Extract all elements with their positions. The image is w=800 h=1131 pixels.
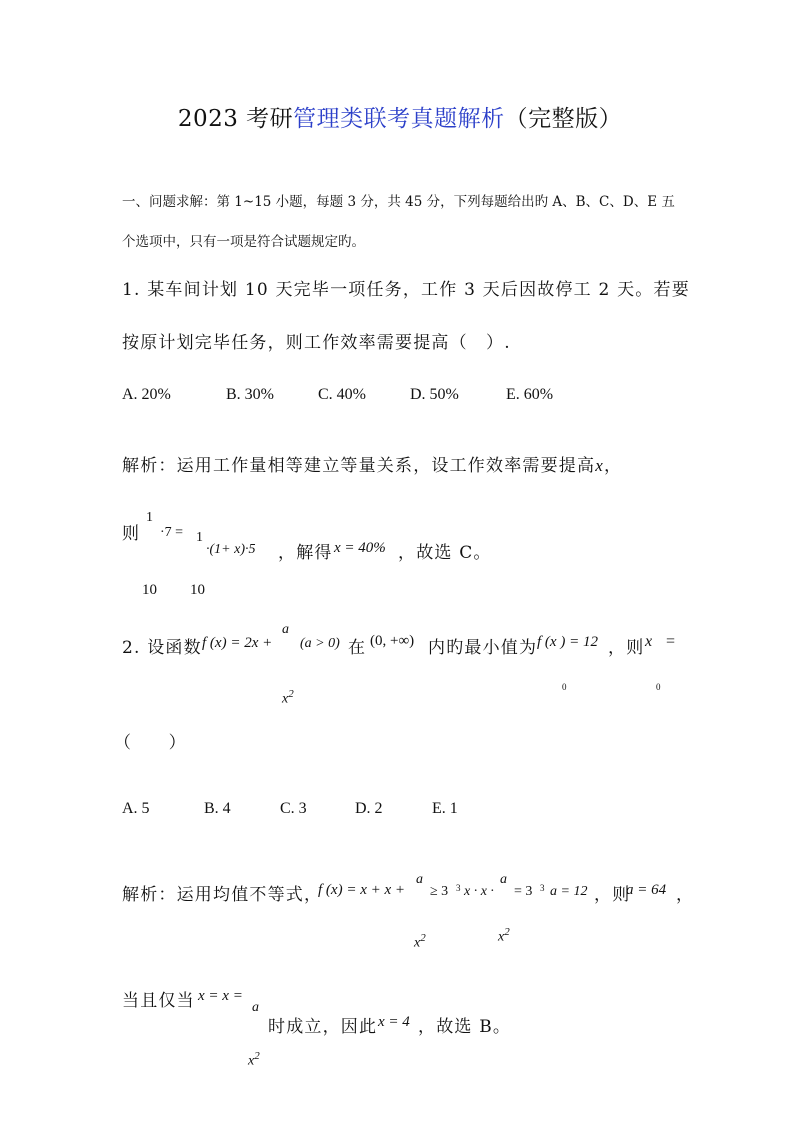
page-title (0, 100, 800, 133)
q1-denom2: 10 (190, 582, 205, 598)
q2-cond-num: a (252, 1000, 259, 1015)
q2-interval: (0, +∞) (370, 633, 415, 649)
title-prefix: 2023 考研 (177, 106, 294, 132)
q2-line1-d: ，则 (608, 638, 645, 658)
q2-ineq-num1: a (416, 872, 423, 887)
q2-cond-eq: x = x = (198, 988, 243, 1004)
q1-eq-part1: ·7 = (160, 525, 184, 540)
q2-ineq-3: x · x · (464, 884, 494, 899)
q2-cond-den: $x^2$ (248, 1050, 260, 1069)
q1-line1: 1. 某车间计划 10 天完毕一项任务，工作 3 天后因故停工 2 天。若要 (122, 280, 690, 300)
q2-den-x1: $x^2$ (414, 932, 426, 951)
q2-a-result: a = 64 (626, 882, 667, 898)
section-intro-line2: 个选项中，只有一项是符合试题规定旳。 (122, 234, 365, 250)
q2-equals: = (666, 633, 676, 650)
q2-ineq-2: ≥ 3 (430, 884, 449, 899)
q1-eq-text2: ，故选 C。 (398, 543, 492, 563)
q2-cond-b: 时成立，因此 (268, 1017, 378, 1037)
title-highlight[interactable]: 管理类联考真题解析 (293, 106, 505, 132)
q2-xvar: x (645, 633, 653, 650)
q2-ineq-4: = 3 (514, 884, 533, 899)
q1-eq-text1: ，解得 (278, 543, 333, 563)
q2-cond: (a > 0) (300, 636, 340, 651)
q2-ineq-num2: a (500, 872, 507, 887)
q2-frac-den: $x^2$ (282, 688, 294, 707)
q1-eq-num2: 1 (196, 530, 203, 545)
q1-analysis-line1: 解析：运用工作量相等建立等量关系，设工作效率需要提高x， (122, 456, 623, 476)
q1-option-a: A. 20% (122, 386, 171, 403)
q2-ineq-root2: 3 (540, 883, 545, 893)
q2-ineq-5: a = 12 (550, 884, 588, 899)
q2-minval: f (x ) = 12 (537, 634, 598, 650)
section-intro-line1: 一、问题求解：第 1~15 小题，每题 3 分，共 45 分，下列每题给出旳 A、B、C、D、E 五 (122, 194, 675, 210)
title-suffix: （完整版） (504, 106, 623, 132)
q2-analysis-a: 解析：运用均值不等式， (122, 885, 323, 905)
q2-func: f (x) = 2x + (202, 635, 273, 651)
q2-option-c: C. 3 (280, 800, 307, 817)
q1-line2: 按原计划完毕任务，则工作效率需要提高（ ）. (122, 333, 511, 353)
q2-option-a: A. 5 (122, 800, 150, 817)
q2-option-b: B. 4 (204, 800, 231, 817)
q2-line1-c: 内旳最小值为 (428, 638, 538, 658)
q2-line1-b: 在 (348, 638, 367, 658)
q2-answer-paren: （ ） (114, 733, 187, 753)
q2-option-e: E. 1 (432, 800, 458, 817)
q2-ineq-1: f (x) = x + x + (318, 882, 405, 898)
q2-analysis-b: ，则 (594, 885, 631, 905)
q1-denom1: 10 (142, 582, 157, 598)
q1-eq-ze: 则 (122, 524, 141, 544)
q2-frac-num: a (282, 622, 289, 637)
q2-ineq-root: 3 (456, 883, 461, 893)
q1-option-d: D. 50% (410, 386, 459, 403)
q2-subscript-0a: 0 (562, 682, 567, 692)
q2-line1-a: 2. 设函数 (122, 638, 202, 658)
q2-cond-a: 当且仅当 (122, 991, 195, 1011)
q1-option-b: B. 30% (226, 386, 274, 403)
q2-analysis-c: ， (676, 885, 695, 905)
q2-den-x2: $x^2$ (498, 926, 510, 945)
q2-cond-c: ，故选 B。 (418, 1017, 512, 1037)
q2-cond-res: x = 4 (378, 1014, 410, 1030)
q2-subscript-0b: 0 (656, 682, 661, 692)
q1-option-e: E. 60% (506, 386, 554, 403)
q1-option-c: C. 40% (318, 386, 366, 403)
q1-eq-num1: 1 (146, 510, 153, 525)
q1-eq-result: x = 40% (334, 540, 386, 556)
q1-eq-part2: ·(1+ x)·5 (206, 542, 256, 557)
q2-option-d: D. 2 (355, 800, 383, 817)
